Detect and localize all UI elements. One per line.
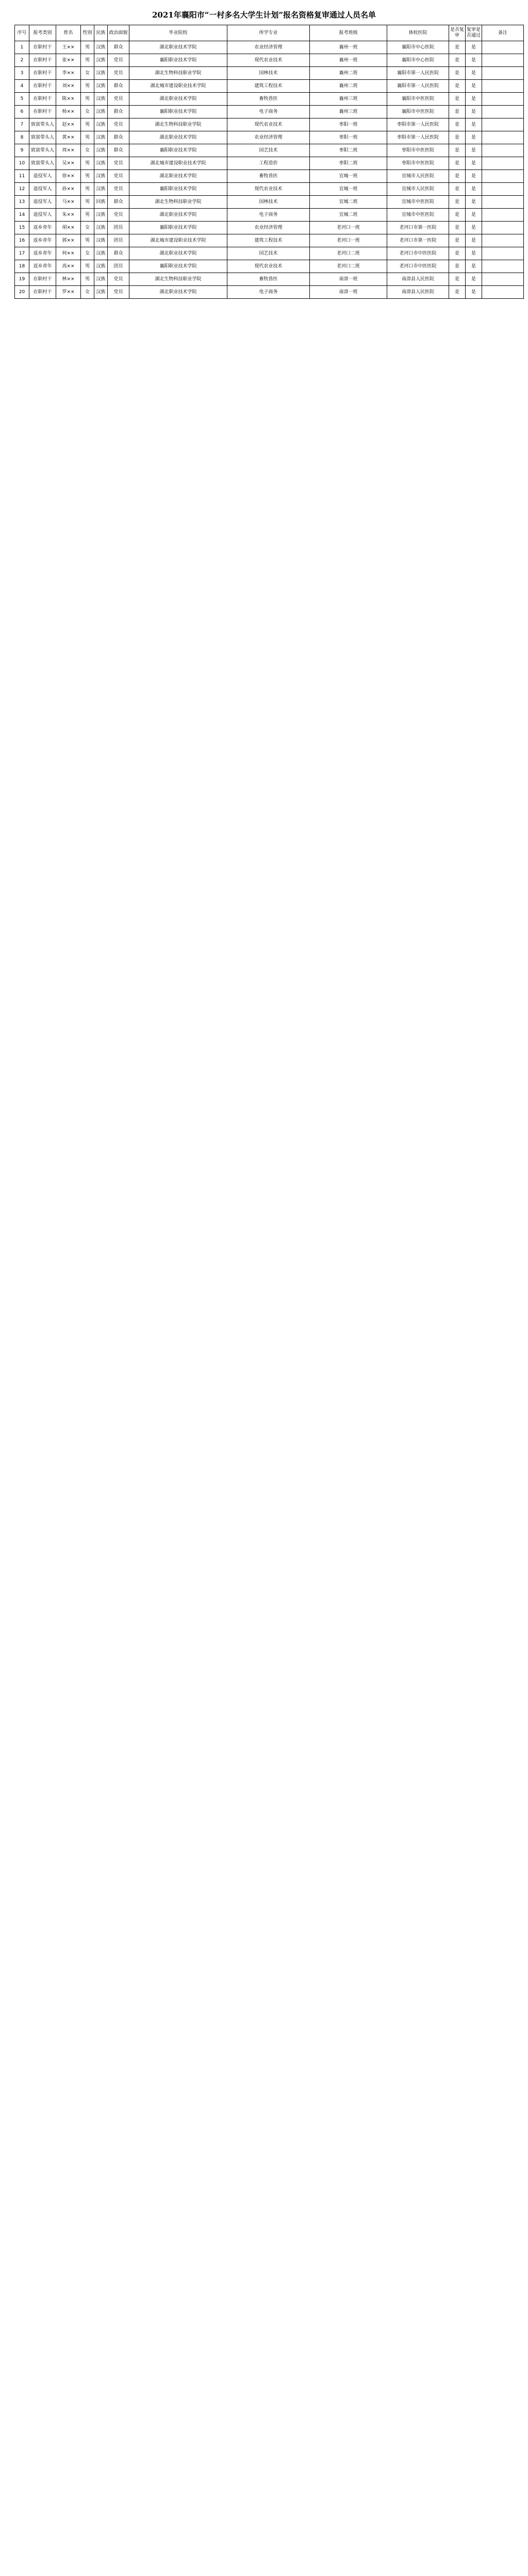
table-cell: 襄阳职业技术学院 <box>129 106 227 118</box>
table-cell: 男 <box>81 118 94 131</box>
table-cell: 襄阳职业技术学院 <box>129 260 227 273</box>
table-cell: 男 <box>81 260 94 273</box>
table-cell: 汉族 <box>94 67 108 80</box>
table-cell: 是 <box>449 273 466 286</box>
table-cell: 老河口二班 <box>310 247 387 260</box>
table-cell: 女 <box>81 222 94 234</box>
table-cell: 现代农业技术 <box>227 183 310 196</box>
table-cell: 返乡青年 <box>29 234 56 247</box>
table-cell: 汉族 <box>94 247 108 260</box>
table-row <box>15 131 524 144</box>
table-row <box>15 222 524 234</box>
table-cell: 是 <box>466 54 482 67</box>
table-cell: 林×× <box>56 273 81 286</box>
table-cell: 朱×× <box>56 209 81 222</box>
table-cell: 是 <box>449 80 466 93</box>
table-cell <box>482 183 524 196</box>
table-cell: 党员 <box>108 67 129 80</box>
table-cell: 是 <box>466 247 482 260</box>
table-cell: 6 <box>15 106 29 118</box>
table-cell: 襄州三班 <box>310 106 387 118</box>
table-cell: 宜城市中医医院 <box>387 209 449 222</box>
table-cell: 郭×× <box>56 234 81 247</box>
table-cell: 老河口一班 <box>310 234 387 247</box>
table-row <box>15 144 524 157</box>
table-cell: 现代农业技术 <box>227 260 310 273</box>
table-cell <box>482 273 524 286</box>
table-cell: 汉族 <box>94 41 108 54</box>
table-cell: 宜城一班 <box>310 183 387 196</box>
table-cell: 襄州一班 <box>310 54 387 67</box>
table-cell: 湖北生物科技职业学院 <box>129 118 227 131</box>
table-cell: 退役军人 <box>29 183 56 196</box>
table-cell <box>482 93 524 106</box>
table-cell: 15 <box>15 222 29 234</box>
table-row <box>15 286 524 299</box>
table-cell: 是 <box>449 286 466 299</box>
table-cell: 是 <box>466 273 482 286</box>
table-cell: 在职村干 <box>29 67 56 80</box>
table-cell: 男 <box>81 80 94 93</box>
table-cell: 返乡青年 <box>29 222 56 234</box>
table-cell: 男 <box>81 54 94 67</box>
table-cell: 电子商务 <box>227 209 310 222</box>
table-cell: 襄阳职业技术学院 <box>129 183 227 196</box>
table-cell <box>482 41 524 54</box>
table-cell: 农业经济管理 <box>227 131 310 144</box>
table-cell: 是 <box>466 260 482 273</box>
table-cell: 是 <box>449 54 466 67</box>
table-cell: 是 <box>466 131 482 144</box>
table-cell: 襄阳市中心医院 <box>387 54 449 67</box>
table-cell: 群众 <box>108 247 129 260</box>
table-cell: 是 <box>449 209 466 222</box>
table-cell <box>482 144 524 157</box>
table-cell: 陈×× <box>56 93 81 106</box>
document-title: 2021年襄阳市“一村多名大学生计划”报名资格复审通过人员名单 <box>152 10 376 20</box>
table-cell <box>482 118 524 131</box>
table-cell: 老河口市第一医院 <box>387 222 449 234</box>
table-cell: 汉族 <box>94 183 108 196</box>
header-cell: 报考类别 <box>29 25 56 41</box>
table-cell <box>482 67 524 80</box>
table-cell: 老河口市中医医院 <box>387 247 449 260</box>
table-cell <box>482 157 524 170</box>
table-cell: 农业经济管理 <box>227 222 310 234</box>
table-cell: 17 <box>15 247 29 260</box>
table-cell: 3 <box>15 67 29 80</box>
table-cell: 是 <box>449 131 466 144</box>
table-cell: 是 <box>449 196 466 209</box>
table-cell: 女 <box>81 247 94 260</box>
table-cell <box>482 234 524 247</box>
table-cell: 是 <box>449 222 466 234</box>
table-cell: 湖北城市建设职业技术学院 <box>129 157 227 170</box>
table-cell: 襄州二班 <box>310 67 387 80</box>
table-cell: 湖北城市建设职业技术学院 <box>129 234 227 247</box>
table-cell: 园艺技术 <box>227 144 310 157</box>
header-cell: 体检医院 <box>387 25 449 41</box>
table-cell: 是 <box>466 209 482 222</box>
table-cell: 群众 <box>108 80 129 93</box>
table-cell: 湖北职业技术学院 <box>129 41 227 54</box>
table-cell <box>482 80 524 93</box>
table-cell: 襄州一班 <box>310 41 387 54</box>
table-cell: 畜牧兽医 <box>227 273 310 286</box>
table-cell: 致富带头人 <box>29 118 56 131</box>
table-cell: 12 <box>15 183 29 196</box>
table-cell: 2 <box>15 54 29 67</box>
table-cell: 团员 <box>108 260 129 273</box>
table-cell: 襄阳市第一人民医院 <box>387 80 449 93</box>
table-cell: 高×× <box>56 260 81 273</box>
table-cell: 党员 <box>108 170 129 183</box>
table-cell: 是 <box>466 80 482 93</box>
table-cell <box>482 260 524 273</box>
table-cell: 何×× <box>56 247 81 260</box>
table-cell: 现代农业技术 <box>227 118 310 131</box>
roster-table <box>14 25 524 299</box>
table-cell: 农业经济管理 <box>227 41 310 54</box>
table-cell: 党员 <box>108 273 129 286</box>
table-cell: 襄阳市第一人民医院 <box>387 67 449 80</box>
table-row <box>15 106 524 118</box>
table-cell: 电子商务 <box>227 286 310 299</box>
table-cell: 党员 <box>108 286 129 299</box>
table-cell: 是 <box>449 118 466 131</box>
table-cell: 枣阳市中医医院 <box>387 144 449 157</box>
table-cell: 是 <box>466 170 482 183</box>
table-cell: 男 <box>81 209 94 222</box>
table-cell: 工程造价 <box>227 157 310 170</box>
table-cell: 党员 <box>108 157 129 170</box>
table-cell: 枣阳市第一人民医院 <box>387 118 449 131</box>
table-row <box>15 273 524 286</box>
table-cell: 14 <box>15 209 29 222</box>
header-cell: 毕业院校 <box>129 25 227 41</box>
table-cell: 8 <box>15 131 29 144</box>
table-cell: 在职村干 <box>29 106 56 118</box>
table-cell: 汉族 <box>94 170 108 183</box>
table-cell: 13 <box>15 196 29 209</box>
table-cell: 湖北生物科技职业学院 <box>129 273 227 286</box>
table-row <box>15 54 524 67</box>
table-cell: 女 <box>81 67 94 80</box>
table-cell: 王×× <box>56 41 81 54</box>
table-cell: 汉族 <box>94 144 108 157</box>
table-cell: 汉族 <box>94 273 108 286</box>
table-cell: 南漳一班 <box>310 273 387 286</box>
table-row <box>15 157 524 170</box>
table-cell: 老河口市中医医院 <box>387 260 449 273</box>
table-cell: 党员 <box>108 209 129 222</box>
table-cell: 建筑工程技术 <box>227 234 310 247</box>
table-cell: 是 <box>466 157 482 170</box>
header-cell: 报考班级 <box>310 25 387 41</box>
table-cell: 胡×× <box>56 222 81 234</box>
table-cell: 18 <box>15 260 29 273</box>
table-cell: 建筑工程技术 <box>227 80 310 93</box>
table-row <box>15 170 524 183</box>
table-row <box>15 196 524 209</box>
table-cell: 是 <box>449 144 466 157</box>
table-cell: 是 <box>449 93 466 106</box>
table-cell: 是 <box>466 196 482 209</box>
table-cell: 是 <box>449 183 466 196</box>
table-row <box>15 93 524 106</box>
table-cell: 是 <box>449 106 466 118</box>
table-cell: 在职村干 <box>29 93 56 106</box>
table-cell: 是 <box>466 41 482 54</box>
table-cell: 李×× <box>56 67 81 80</box>
header-cell: 所学专业 <box>227 25 310 41</box>
table-cell: 返乡青年 <box>29 260 56 273</box>
table-cell: 宜城市人民医院 <box>387 183 449 196</box>
table-cell: 是 <box>466 183 482 196</box>
table-cell: 在职村干 <box>29 80 56 93</box>
table-header-row <box>15 25 524 41</box>
table-cell: 园林技术 <box>227 196 310 209</box>
table-cell: 湖北生物科技职业学院 <box>129 196 227 209</box>
table-cell: 汉族 <box>94 106 108 118</box>
header-cell: 是否复审 <box>449 25 466 41</box>
table-cell: 南漳县人民医院 <box>387 273 449 286</box>
table-cell: 在职村干 <box>29 273 56 286</box>
table-cell: 男 <box>81 131 94 144</box>
table-cell: 男 <box>81 183 94 196</box>
table-cell: 致富带头人 <box>29 131 56 144</box>
table-cell: 群众 <box>108 41 129 54</box>
table-cell: 汉族 <box>94 80 108 93</box>
table-cell: 在职村干 <box>29 41 56 54</box>
table-cell: 赵×× <box>56 118 81 131</box>
table-cell: 是 <box>466 118 482 131</box>
table-cell: 是 <box>466 106 482 118</box>
table-row <box>15 80 524 93</box>
table-cell: 9 <box>15 144 29 157</box>
table-cell: 是 <box>466 286 482 299</box>
table-cell: 是 <box>466 234 482 247</box>
table-cell: 党员 <box>108 93 129 106</box>
table-cell: 是 <box>449 234 466 247</box>
table-cell: 男 <box>81 196 94 209</box>
table-cell <box>482 222 524 234</box>
table-cell: 汉族 <box>94 131 108 144</box>
table-cell: 宜城一班 <box>310 170 387 183</box>
table-cell: 汉族 <box>94 54 108 67</box>
table-cell: 群众 <box>108 106 129 118</box>
header-cell: 备注 <box>482 25 524 41</box>
table-cell: 湖北职业技术学院 <box>129 93 227 106</box>
header-cell: 民族 <box>94 25 108 41</box>
table-cell: 畜牧兽医 <box>227 93 310 106</box>
table-cell: 襄阳职业技术学院 <box>129 222 227 234</box>
table-cell: 徐×× <box>56 170 81 183</box>
table-cell: 汉族 <box>94 286 108 299</box>
table-cell: 湖北职业技术学院 <box>129 170 227 183</box>
table-cell <box>482 131 524 144</box>
table-cell: 襄阳市中医医院 <box>387 106 449 118</box>
table-cell: 4 <box>15 80 29 93</box>
header-cell: 复审是否通过 <box>466 25 482 41</box>
table-row <box>15 234 524 247</box>
table-cell: 张×× <box>56 54 81 67</box>
table-cell: 男 <box>81 93 94 106</box>
table-cell: 襄阳职业技术学院 <box>129 54 227 67</box>
table-cell <box>482 209 524 222</box>
table-cell: 电子商务 <box>227 106 310 118</box>
table-cell: 汉族 <box>94 209 108 222</box>
table-cell: 群众 <box>108 131 129 144</box>
table-cell: 周×× <box>56 144 81 157</box>
table-cell: 汉族 <box>94 234 108 247</box>
table-cell: 宜城二班 <box>310 209 387 222</box>
table-cell <box>482 54 524 67</box>
table-cell: 女 <box>81 286 94 299</box>
table-cell: 致富带头人 <box>29 157 56 170</box>
table-cell: 女 <box>81 144 94 157</box>
table-cell: 马×× <box>56 196 81 209</box>
table-cell: 湖北城市建设职业技术学院 <box>129 80 227 93</box>
table-cell: 是 <box>449 247 466 260</box>
table-cell: 现代农业技术 <box>227 54 310 67</box>
table-cell: 枣阳一班 <box>310 131 387 144</box>
table-cell: 20 <box>15 286 29 299</box>
table-cell: 是 <box>449 41 466 54</box>
table-cell: 南漳县人民医院 <box>387 286 449 299</box>
table-cell: 枣阳二班 <box>310 157 387 170</box>
table-cell: 在职村干 <box>29 286 56 299</box>
table-row <box>15 67 524 80</box>
table-cell: 湖北职业技术学院 <box>129 286 227 299</box>
table-cell: 党员 <box>108 54 129 67</box>
table-cell: 枣阳一班 <box>310 118 387 131</box>
table-cell: 汉族 <box>94 118 108 131</box>
table-cell: 男 <box>81 273 94 286</box>
table-cell: 是 <box>449 67 466 80</box>
table-cell: 宜城市人民医院 <box>387 170 449 183</box>
table-cell: 枣阳市中医医院 <box>387 157 449 170</box>
table-cell: 致富带头人 <box>29 144 56 157</box>
table-cell: 湖北职业技术学院 <box>129 247 227 260</box>
table-cell: 1 <box>15 41 29 54</box>
table-cell: 襄州三班 <box>310 93 387 106</box>
table-cell: 黄×× <box>56 131 81 144</box>
table-cell: 宜城二班 <box>310 196 387 209</box>
table-cell: 枣阳市第一人民医院 <box>387 131 449 144</box>
table-cell: 11 <box>15 170 29 183</box>
table-cell: 是 <box>449 260 466 273</box>
table-row <box>15 209 524 222</box>
table-cell: 男 <box>81 157 94 170</box>
table-cell: 16 <box>15 234 29 247</box>
table-cell: 回族 <box>94 196 108 209</box>
table-cell: 团员 <box>108 234 129 247</box>
table-cell: 党员 <box>108 118 129 131</box>
table-cell: 孙×× <box>56 183 81 196</box>
table-cell: 吴×× <box>56 157 81 170</box>
table-cell: 是 <box>466 222 482 234</box>
table-cell: 襄阳市中心医院 <box>387 41 449 54</box>
header-cell: 性别 <box>81 25 94 41</box>
table-row <box>15 41 524 54</box>
table-cell: 退役军人 <box>29 209 56 222</box>
table-cell: 是 <box>466 93 482 106</box>
table-cell <box>482 286 524 299</box>
table-cell: 女 <box>81 106 94 118</box>
roster-body <box>15 41 524 299</box>
table-cell: 园艺技术 <box>227 247 310 260</box>
table-cell: 汉族 <box>94 93 108 106</box>
table-cell: 群众 <box>108 144 129 157</box>
table-cell: 男 <box>81 170 94 183</box>
header-cell: 政治面貌 <box>108 25 129 41</box>
table-cell <box>482 247 524 260</box>
table-cell: 在职村干 <box>29 54 56 67</box>
table-cell: 襄阳市中医医院 <box>387 93 449 106</box>
header-cell: 序号 <box>15 25 29 41</box>
table-cell: 襄阳职业技术学院 <box>129 144 227 157</box>
table-cell: 枣阳二班 <box>310 144 387 157</box>
table-cell <box>482 196 524 209</box>
table-cell: 汉族 <box>94 260 108 273</box>
table-cell: 湖北职业技术学院 <box>129 131 227 144</box>
table-cell: 湖北职业技术学院 <box>129 209 227 222</box>
table-cell <box>482 106 524 118</box>
table-row <box>15 247 524 260</box>
table-cell: 老河口二班 <box>310 260 387 273</box>
table-cell: 湖北生物科技职业学院 <box>129 67 227 80</box>
table-cell: 罗×× <box>56 286 81 299</box>
table-cell: 5 <box>15 93 29 106</box>
table-cell: 男 <box>81 234 94 247</box>
table-cell: 返乡青年 <box>29 247 56 260</box>
table-cell: 畜牧兽医 <box>227 170 310 183</box>
table-cell: 党员 <box>108 183 129 196</box>
table-cell: 南漳一班 <box>310 286 387 299</box>
table-cell: 是 <box>466 67 482 80</box>
table-cell: 襄州二班 <box>310 80 387 93</box>
table-row <box>15 260 524 273</box>
table-cell: 7 <box>15 118 29 131</box>
table-row <box>15 118 524 131</box>
table-cell: 汉族 <box>94 222 108 234</box>
table-cell: 团员 <box>108 222 129 234</box>
table-cell: 汉族 <box>94 157 108 170</box>
table-cell: 男 <box>81 41 94 54</box>
table-cell: 是 <box>449 170 466 183</box>
table-cell: 宜城市中医医院 <box>387 196 449 209</box>
table-cell: 是 <box>449 157 466 170</box>
table-cell: 群众 <box>108 196 129 209</box>
table-cell: 老河口市第一医院 <box>387 234 449 247</box>
table-cell: 园林技术 <box>227 67 310 80</box>
table-cell: 杨×× <box>56 106 81 118</box>
table-row <box>15 183 524 196</box>
table-cell <box>482 170 524 183</box>
table-cell: 是 <box>466 144 482 157</box>
table-cell: 退役军人 <box>29 196 56 209</box>
table-cell: 刘×× <box>56 80 81 93</box>
table-cell: 10 <box>15 157 29 170</box>
table-cell: 老河口一班 <box>310 222 387 234</box>
table-cell: 19 <box>15 273 29 286</box>
header-cell: 姓名 <box>56 25 81 41</box>
table-cell: 退役军人 <box>29 170 56 183</box>
